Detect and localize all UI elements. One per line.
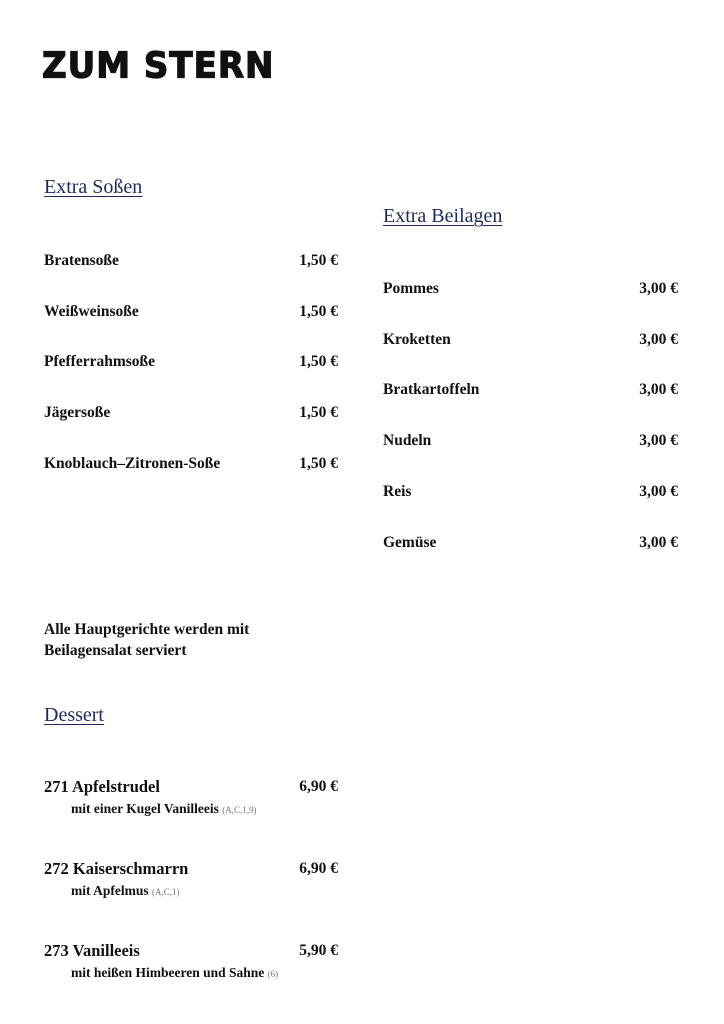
side-item-price: 3,00 €: [639, 483, 678, 500]
allergen-codes: (A,C,1): [152, 887, 180, 897]
dessert-item-name: 273 Vanilleeis: [44, 941, 140, 960]
dessert-item-price: 6,90 €: [299, 778, 338, 795]
side-item-price: 3,00 €: [639, 331, 678, 348]
sauce-item-price: 1,50 €: [299, 353, 338, 370]
side-item-name: Kroketten: [383, 331, 451, 348]
sauce-item-price: 1,50 €: [299, 455, 338, 472]
side-item-name: Reis: [383, 483, 412, 500]
dessert-heading: Dessert: [44, 704, 104, 726]
side-item-price: 3,00 €: [639, 432, 678, 449]
salad-note-line1: Alle Hauptgerichte werden mit: [44, 621, 250, 638]
dessert-item-name: 272 Kaiserschmarrn: [44, 859, 189, 878]
sauce-item-name: Weißweinsoße: [44, 303, 139, 320]
dessert-item-price: 6,90 €: [299, 860, 338, 877]
dessert-item-description: mit einer Kugel Vanilleeis (A,C,1,9): [71, 801, 257, 816]
allergen-codes: (A,C,1,9): [222, 805, 257, 815]
salad-note-line2: Beilagensalat serviert: [44, 642, 187, 659]
side-item-name: Nudeln: [383, 432, 432, 449]
side-item-name: Gemüse: [383, 534, 437, 551]
side-item-price: 3,00 €: [639, 534, 678, 551]
side-item-price: 3,00 €: [639, 280, 678, 297]
restaurant-title: ZUM STERN: [42, 45, 275, 87]
sauce-item-price: 1,50 €: [299, 303, 338, 320]
sauce-item-name: Bratensoße: [44, 252, 119, 269]
side-item-name: Pommes: [383, 280, 439, 297]
sauces-heading: Extra Soßen: [44, 176, 143, 198]
sauce-item-price: 1,50 €: [299, 252, 338, 269]
dessert-item-description: mit heißen Himbeeren und Sahne (6): [71, 965, 279, 980]
dessert-item-name: 271 Apfelstrudel: [44, 777, 160, 796]
sauce-item-name: Knoblauch–Zitronen-Soße: [44, 455, 221, 472]
sides-heading: Extra Beilagen: [383, 205, 503, 227]
allergen-codes: (6): [267, 969, 279, 979]
side-item-price: 3,00 €: [639, 381, 678, 398]
sauce-item-name: Pfefferrahmsoße: [44, 353, 156, 370]
dessert-item-price: 5,90 €: [299, 942, 338, 959]
dessert-item-description: mit Apfelmus (A,C,1): [71, 883, 180, 898]
sauce-item-name: Jägersoße: [44, 404, 111, 421]
sauce-item-price: 1,50 €: [299, 404, 338, 421]
side-item-name: Bratkartoffeln: [383, 381, 480, 398]
